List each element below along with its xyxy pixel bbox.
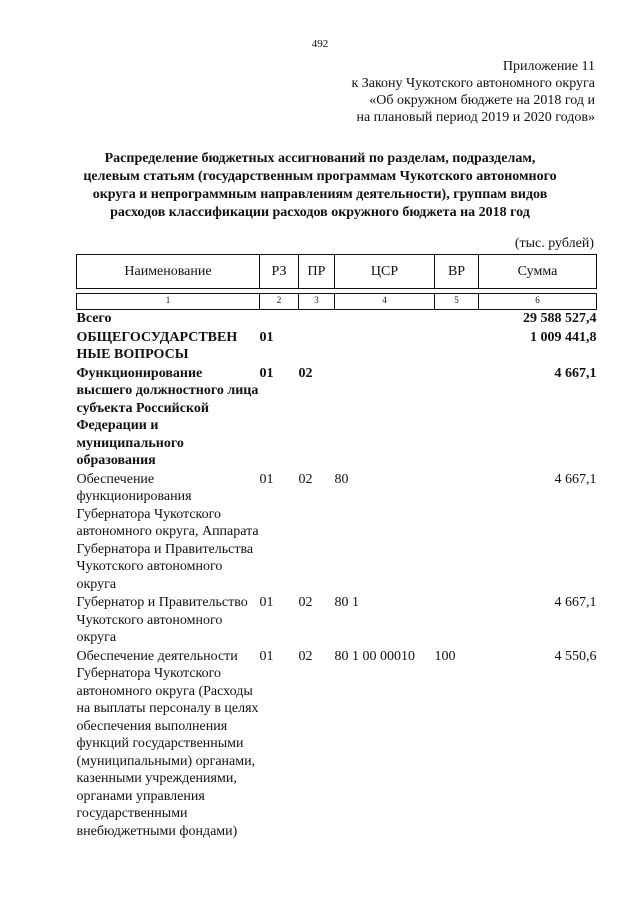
- row-vr: [435, 310, 479, 328]
- column-number: 4: [335, 294, 435, 310]
- row-sum: 4 667,1: [554, 595, 597, 610]
- column-number: 1: [77, 294, 260, 310]
- header-name: Наименование: [77, 255, 260, 289]
- appendix-note: [351, 58, 595, 126]
- row-pr: 02: [298, 365, 313, 381]
- row-pr: [299, 310, 335, 328]
- row-vr: [435, 364, 479, 470]
- table-row: [77, 328, 597, 364]
- row-name: Обеспечение деятельности Губернатора Чукотского автономного округа (Расходы на выплаты персоналу в целях обеспечения выполнения функций государственными (муниципальными) органами, казенными учреждениями, органами управления государственными внебюджетными фондами): [76, 648, 259, 839]
- row-pr: [299, 328, 335, 364]
- row-csr: [335, 310, 435, 328]
- budget-table: [76, 254, 597, 840]
- row-vr: [435, 593, 479, 647]
- row-csr: [335, 328, 435, 364]
- row-sum: 4 667,1: [554, 471, 597, 487]
- budget-table-body: [77, 310, 597, 841]
- table-row: [77, 647, 597, 841]
- table-row: [77, 470, 597, 594]
- row-csr: 80 1 00 00010: [334, 648, 415, 664]
- title-line: целевым статьям (государственным программам Чукотского автономного: [83, 169, 557, 184]
- appendix-line: на плановый период 2019 и 2020 годов»: [356, 110, 595, 125]
- title-line: Распределение бюджетных ассигнований по разделам, подразделам,: [104, 151, 536, 166]
- row-rz: 01: [259, 648, 274, 664]
- table-header-row: [77, 255, 597, 289]
- appendix-line: Приложение 11: [502, 59, 595, 74]
- header-sum: Сумма: [479, 255, 597, 289]
- row-pr: 02: [298, 648, 313, 664]
- table-row: [77, 364, 597, 470]
- row-name: Губернатор и Правительство Чукотского автономного округа: [76, 595, 248, 645]
- row-vr: [435, 328, 479, 364]
- title-line: расходов классификации расходов окружного бюджета на 2018 год: [110, 205, 530, 220]
- units-label: (тыс. рублей): [514, 236, 594, 251]
- row-csr: 80 1: [334, 595, 359, 610]
- header-pr: ПР: [299, 255, 335, 289]
- title-line: округа и непрограммным направлениям деятельности), группам видов: [92, 187, 548, 202]
- row-name: Обеспечение функционирования Губернатора Чукотского автономного округа, Аппарата Губернатора и Правительства Чукотского автономного округа: [76, 471, 259, 592]
- column-number: 5: [435, 294, 479, 310]
- row-rz: [260, 310, 299, 328]
- row-name: Функционирование высшего должностного лица субъекта Российской Федерации и муниципального образования: [76, 365, 259, 468]
- table-row: [77, 310, 597, 328]
- row-vr: 100: [434, 648, 456, 664]
- row-vr: [435, 470, 479, 594]
- row-rz: 01: [259, 329, 274, 345]
- table-row: [77, 593, 597, 647]
- row-name: ОБЩЕГОСУДАРСТВЕН НЫЕ ВОПРОСЫ: [76, 329, 238, 362]
- column-number: 3: [299, 294, 335, 310]
- header-csr: ЦСР: [335, 255, 435, 289]
- row-rz: 01: [259, 471, 274, 487]
- column-number: 2: [260, 294, 299, 310]
- row-pr: 02: [298, 471, 313, 487]
- row-pr: 02: [298, 595, 313, 610]
- row-sum: 29 588 527,4: [523, 311, 597, 326]
- row-sum: 4 667,1: [554, 365, 597, 381]
- header-vr: ВР: [435, 255, 479, 289]
- row-rz: 01: [259, 365, 274, 381]
- column-number: 6: [479, 294, 597, 310]
- column-number-row: [77, 294, 597, 310]
- row-sum: 1 009 441,8: [530, 329, 597, 345]
- appendix-line: «Об окружном бюджете на 2018 год и: [369, 93, 595, 108]
- row-csr: 80: [334, 471, 349, 487]
- row-rz: 01: [259, 595, 274, 610]
- row-csr: [335, 364, 435, 470]
- document-title: [60, 150, 580, 222]
- page-number: 492: [311, 38, 329, 50]
- appendix-line: к Закону Чукотского автономного округа: [351, 76, 595, 91]
- row-sum: 4 550,6: [554, 648, 597, 664]
- row-name: Всего: [76, 311, 112, 326]
- header-rz: РЗ: [260, 255, 299, 289]
